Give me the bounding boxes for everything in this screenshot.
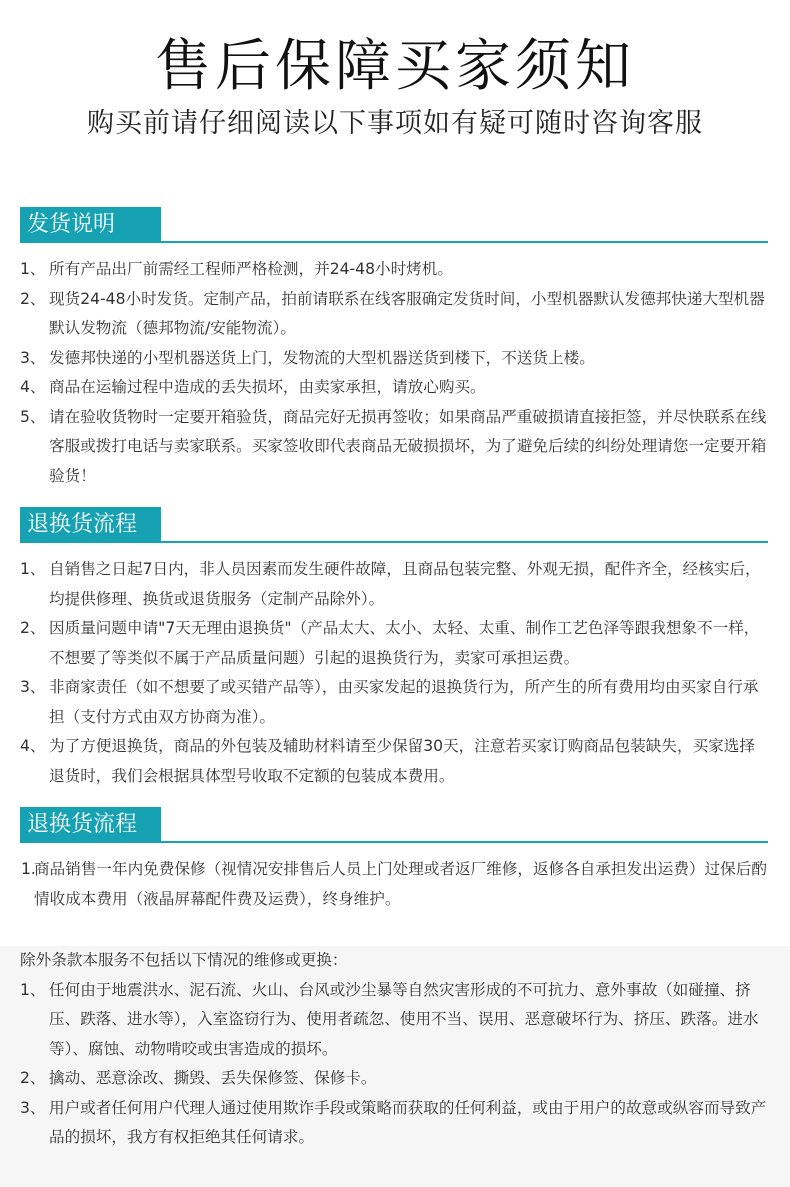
item-number: 3、: [20, 348, 46, 367]
item-number: 1.: [21, 860, 36, 878]
section-heading: 退换货流程: [20, 507, 161, 542]
item-text: 因质量问题申请"7天无理由退换货"（产品太大、太小、太轻、太重、制作工艺色泽等跟我想象不一样，不想要了等类似不属于产品质量问题）引起的退换货行为，卖家可承担运费。: [49, 619, 760, 667]
item-text: 商品销售一年内免费保修（视情况安排售后人员上门处理或者返厂维修，返修各自承担发出运费）过保后酌情收成本费用（液晶屏幕配件费及运费），终身维护。: [34, 860, 767, 908]
exclusions-intro: 除外条款本服务不包括以下情况的维修或更换：: [20, 951, 348, 969]
item-number: 2、: [20, 1069, 46, 1087]
page-title: 售后保障买家须知: [155, 34, 635, 99]
section-returns: [20, 507, 768, 791]
section-header: [20, 507, 768, 543]
item-text: 发德邦快递的小型机器送货上门，发物流的大型机器送货到楼下，不送货上楼。: [49, 348, 595, 367]
exclusions-section: [20, 946, 768, 1153]
section-divider: [20, 241, 768, 243]
item-list: [20, 855, 768, 914]
item-text: 非商家责任（如不想要了或买错产品等），由买家发起的退换货行为，所产生的所有费用均由买家自行承担（支付方式由双方协商为准）。: [49, 678, 759, 726]
item-number: 5、: [20, 407, 46, 426]
list-item: [20, 285, 768, 344]
item-text: 用户或者任何用户代理人通过使用欺诈手段或策略而获取的任何利益，或由于用户的故意或纵容而导致产品的损坏，我方有权拒绝其任何请求。: [49, 1098, 767, 1146]
list-item: [20, 1064, 768, 1094]
list-item: [20, 614, 768, 673]
section-warranty: [20, 807, 768, 914]
item-text: 现货24-48小时发货。定制产品，拍前请联系在线客服确定发货时间，小型机器默认发德邦快递大型机器默认发物流（德邦物流/安能物流）。: [49, 289, 765, 337]
item-number: 3、: [20, 678, 46, 696]
list-item: [20, 403, 768, 492]
section-divider: [20, 841, 768, 843]
list-item: [20, 976, 768, 1065]
section-heading: 退换货流程: [20, 807, 161, 842]
section-divider: [20, 541, 768, 543]
list-item: [20, 855, 768, 914]
section-heading: 发货说明: [20, 207, 161, 242]
list-item: [20, 373, 768, 403]
item-text: 商品在运输过程中造成的丢失损坏，由卖家承担，请放心购买。: [49, 378, 486, 396]
item-text: 请在验收货物时一定要开箱验货，商品完好无损再签收；如果商品严重破损请直接拒签，并尽快联系在线客服或拨打电话与卖家联系。买家签收即代表商品无破损损坏，为了避免后续的纠纷处理请您一定要开箱验货！: [49, 407, 767, 485]
list-item: [20, 673, 768, 732]
page-subtitle: 购买前请仔细阅读以下事项如有疑可随时咨询客服: [87, 108, 703, 139]
item-text: 任何由于地震洪水、泥石流、火山、台风或沙尘暴等自然灾害形成的不可抗力、意外事故（如碰撞、挤压、跌落、进水等），入室盗窃行为、使用者疏忽、使用不当、误用、恶意破坏行为、挤压、跌落。进水等）、腐蚀、动物啃咬或虫害造成的损坏。: [49, 980, 759, 1058]
item-text: 为了方便退换货，商品的外包装及辅助材料请至少保留30天，注意若买家订购商品包装缺失，买家选择退货时，我们会根据具体型号收取不定额的包装成本费用。: [49, 737, 755, 785]
section-header: [20, 207, 768, 243]
item-number: 1、: [20, 560, 46, 578]
item-list: [20, 555, 768, 791]
item-text: 所有产品出厂前需经工程师严格检测，并24-48小时烤机。: [49, 260, 453, 278]
item-text: 擒动、恶意涂改、撕毁、丢失保修签、保修卡。: [49, 1069, 377, 1087]
item-number: 2、: [20, 619, 46, 637]
list-item: [20, 255, 768, 285]
item-number: 1、: [20, 260, 46, 278]
section-shipping: [20, 207, 768, 491]
item-text: 自销售之日起7日内，非人员因素而发生硬件故障，且商品包装完整、外观无损，配件齐全，经核实后，均提供修理、换货或退货服务（定制产品除外）。: [49, 560, 761, 608]
list-item: [20, 1094, 768, 1153]
item-number: 2、: [20, 289, 46, 308]
list-item: [20, 555, 768, 614]
item-number: 4、: [20, 737, 46, 755]
item-list: [20, 255, 768, 491]
item-number: 1、: [20, 980, 46, 999]
item-number: 3、: [20, 1098, 46, 1117]
section-header: [20, 807, 768, 843]
item-number: 4、: [20, 378, 46, 396]
list-item: [20, 732, 768, 791]
list-item: [20, 344, 768, 374]
